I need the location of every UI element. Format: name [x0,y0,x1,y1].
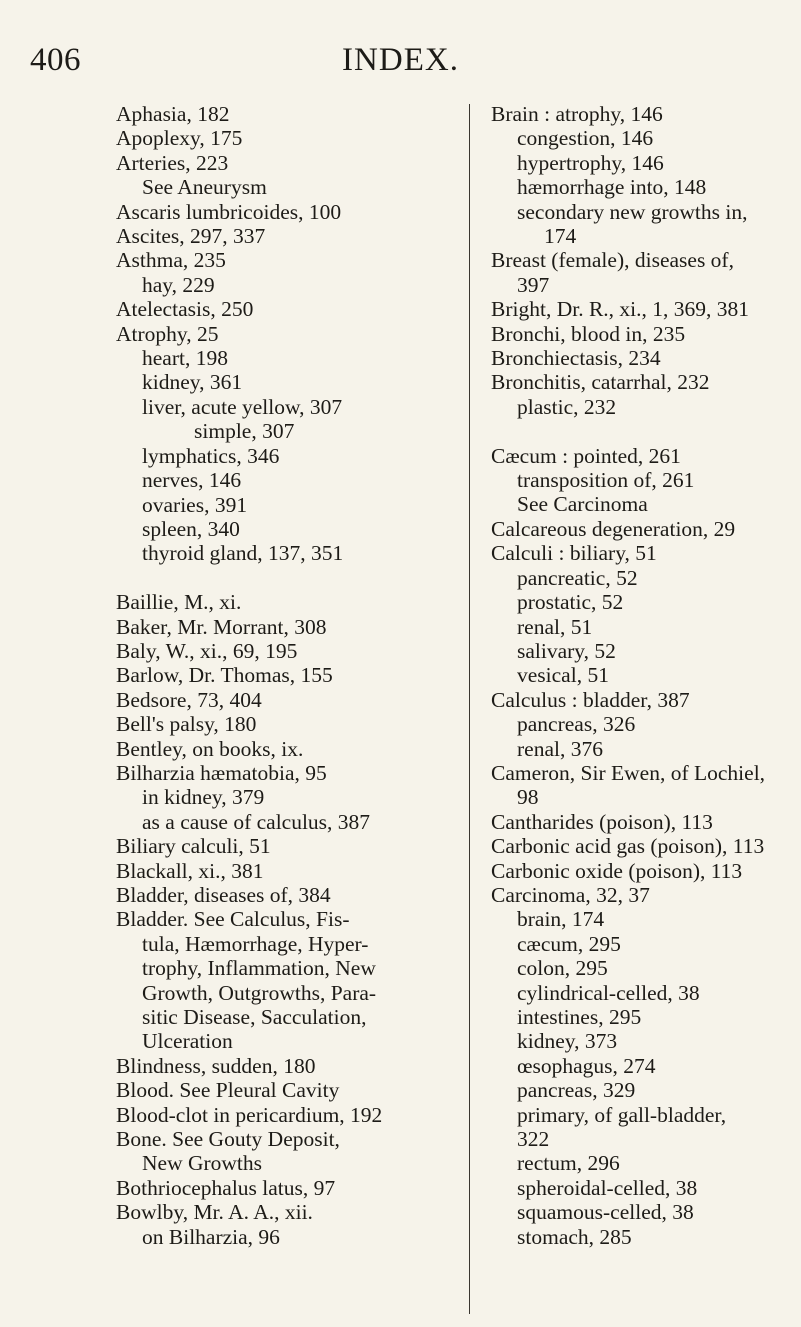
index-entry: Baly, W., xi., 69, 195 [116,638,298,663]
index-entry: Cameron, Sir Ewen, of Lochiel, [491,760,766,785]
index-subentry: salivary, 52 [517,638,616,663]
index-entry: Cantharides (poison), 113 [491,809,713,834]
index-subentry: sitic Disease, Sacculation, [142,1005,367,1030]
index-entry: Atrophy, 25 [116,321,219,346]
index-subentry: hæmorrhage into, 148 [517,175,707,200]
index-subentry: trophy, Inflammation, New [142,956,376,981]
index-subentry: tula, Hæmorrhage, Hyper- [142,931,369,956]
index-entry: Barlow, Dr. Thomas, 155 [116,663,333,688]
index-subentry: ovaries, 391 [142,492,248,517]
index-subentry: New Growths [142,1151,263,1176]
index-entry: Arteries, 223 [116,150,229,175]
index-subentry: 174 [544,224,577,249]
index-subentry: cylindrical-celled, 38 [517,980,700,1005]
index-subentry: intestines, 295 [517,1005,642,1030]
index-subentry: plastic, 232 [517,394,617,419]
page-header [0,42,801,86]
index-subentry: squamous-celled, 38 [517,1200,694,1225]
index-subentry: pancreas, 326 [517,712,636,737]
index-subentry: rectum, 296 [517,1151,620,1176]
column-divider [469,104,470,1314]
index-entry: Atelectasis, 250 [116,297,254,322]
index-subentry: on Bilharzia, 96 [142,1224,280,1249]
index-entry: Bedsore, 73, 404 [116,687,262,712]
index-entry: Asthma, 235 [116,248,226,273]
index-entry: Carbonic oxide (poison), 113 [491,858,743,883]
index-column-left [116,102,446,1249]
index-subentry: renal, 376 [517,736,603,761]
index-entry: Bronchiectasis, 234 [491,346,661,371]
index-entry: Bothriocephalus latus, 97 [116,1175,336,1200]
index-entry: Baker, Mr. Morrant, 308 [116,614,327,639]
index-entry: Apoplexy, 175 [116,126,243,151]
index-subentry: hay, 229 [142,272,215,297]
index-entry: Carcinoma, 32, 37 [491,882,650,907]
index-entry: Bronchi, blood in, 235 [491,321,686,346]
index-subentry: cæcum, 295 [517,931,621,956]
index-subentry: Ulceration [142,1029,233,1054]
index-subentry: See Aneurysm [142,175,267,200]
index-entry: Bright, Dr. R., xi., 1, 369, 381 [491,297,750,322]
page-number: 406 [30,42,81,78]
index-subentry: See Carcinoma [517,492,648,517]
index-subentry: vesical, 51 [517,663,609,688]
index-subentry: congestion, 146 [517,126,654,151]
index-subentry: nerves, 146 [142,468,242,493]
index-subentry: simple, 307 [194,419,295,444]
index-subentry: kidney, 361 [142,370,243,395]
index-subentry: 397 [517,272,550,297]
index-subentry: pancreas, 329 [517,1078,636,1103]
index-subentry: primary, of gall-bladder, [517,1102,727,1127]
index-subentry: prostatic, 52 [517,590,624,615]
index-subentry: lymphatics, 346 [142,443,280,468]
index-entry: Cæcum : pointed, 261 [491,443,681,468]
index-entry: Brain : atrophy, 146 [491,102,663,126]
index-column-right [491,102,791,1249]
index-subentry: œsophagus, 274 [517,1053,656,1078]
index-section-gap [116,566,446,590]
index-subentry: spheroidal-celled, 38 [517,1175,698,1200]
index-section-gap [491,419,791,443]
index-entry: Bentley, on books, ix. [116,736,304,761]
index-entry: Bone. See Gouty Deposit, [116,1127,340,1152]
index-subentry: Growth, Outgrowths, Para- [142,980,377,1005]
index-subentry: heart, 198 [142,346,228,371]
index-subentry: spleen, 340 [142,516,240,541]
index-entry: Ascites, 297, 337 [116,224,266,249]
index-entry: Biliary calculi, 51 [116,834,271,859]
index-entry: Ascaris lumbricoides, 100 [116,199,342,224]
index-subentry: 322 [517,1127,550,1152]
running-head: INDEX. [342,42,459,78]
index-subentry: 98 [517,785,539,810]
index-entry: Blackall, xi., 381 [116,858,264,883]
index-entry: Aphasia, 182 [116,102,230,126]
index-entry: Bell's palsy, 180 [116,712,257,737]
index-subentry: renal, 51 [517,614,593,639]
index-subentry: as a cause of calculus, 387 [142,809,371,834]
index-subentry: hypertrophy, 146 [517,150,664,175]
index-entry: Blood. See Pleural Cavity [116,1078,340,1103]
index-entry: Bladder, diseases of, 384 [116,882,331,907]
index-subentry: brain, 174 [517,907,605,932]
index-entry: Calculi : biliary, 51 [491,541,657,566]
index-entry: Breast (female), diseases of, [491,248,734,273]
index-subentry: pancreatic, 52 [517,565,638,590]
index-subentry: kidney, 373 [517,1029,618,1054]
index-subentry: secondary new growths in, [517,199,748,224]
index-entry: Calcareous degeneration, 29 [491,516,736,541]
index-entry: Carbonic acid gas (poison), 113 [491,834,765,859]
index-entry: Blood-clot in pericardium, 192 [116,1102,383,1127]
index-subentry: liver, acute yellow, 307 [142,394,343,419]
index-entry: Baillie, M., xi. [116,590,242,615]
index-entry: Bowlby, Mr. A. A., xii. [116,1200,313,1225]
index-entry: Bladder. See Calculus, Fis- [116,907,350,932]
index-subentry: colon, 295 [517,956,608,981]
index-subentry: stomach, 285 [517,1224,632,1249]
index-subentry: transposition of, 261 [517,468,695,493]
index-entry: Bilharzia hæmatobia, 95 [116,760,327,785]
index-entry: Bronchitis, catarrhal, 232 [491,370,710,395]
index-subentry: thyroid gland, 137, 351 [142,541,344,566]
index-entry: Calculus : bladder, 387 [491,687,690,712]
index-subentry: in kidney, 379 [142,785,265,810]
index-entry: Blindness, sudden, 180 [116,1053,316,1078]
